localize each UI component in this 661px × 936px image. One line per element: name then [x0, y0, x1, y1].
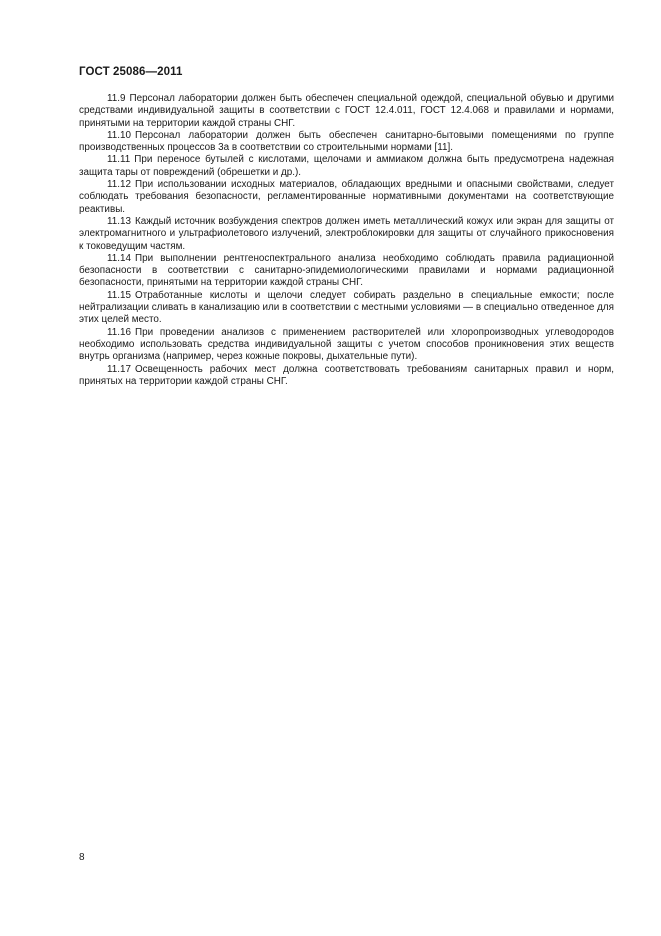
- paragraph-11-14: [79, 253, 614, 290]
- paragraph-number: 11.15: [107, 289, 131, 301]
- paragraph-number: 11.17: [107, 363, 131, 375]
- paragraph-number: 11.10: [107, 129, 131, 141]
- paragraph-11-15: [79, 290, 614, 327]
- paragraph-text: Персонал лаборатории должен быть обеспечен санитарно-бытовыми помещениями по группе производственных процессов 3а в соответствии со строительными нормами [11].: [79, 129, 614, 154]
- paragraph-11-17: [79, 364, 614, 389]
- paragraph-11-9: [79, 93, 614, 130]
- paragraph-number: 11.12: [107, 179, 131, 191]
- page-number: 8: [79, 852, 85, 863]
- paragraph-number: 11.16: [107, 326, 131, 338]
- document-body: [79, 93, 614, 388]
- paragraph-text: При использовании исходных материалов, обладающих вредными и опасными свойствами, следует соблюдать требования безопасности, регламентированные нормативными документами на соответствующие реактивы.: [79, 179, 614, 215]
- paragraph-text: При выполнении рентгеноспектрального анализа необходимо соблюдать правила радиационной безопасности в соответствии с санитарно-эпидемиологическими правилами и нормами радиационной безопасности, принятыми на территории каждой страны СНГ.: [79, 252, 614, 289]
- paragraph-text: При проведении анализов с применением растворителей или хлоропроизводных углеводородов необходимо использовать средства индивидуальной защиты с учетом способов проникновения этих веществ внутрь организма (например, через кожные покровы, дыхательные пути).: [79, 326, 614, 363]
- paragraph-number: 11.13: [107, 215, 131, 227]
- paragraph-text: При переносе бутылей с кислотами, щелочами и аммиаком должна быть предусмотрена надежная защита тары от повреждений (обрешетки и др.).: [79, 154, 614, 178]
- paragraph-text: Каждый источник возбуждения спектров должен иметь металлический кожух или экран для защиты от электромагнитного и ультрафиолетового излучений, электроблокировки для защиты от случайного прикосновения к токоведущим частям.: [79, 215, 614, 252]
- paragraph-number: 11.9: [107, 93, 126, 104]
- paragraph-11-11: [79, 154, 614, 179]
- paragraph-11-10: [79, 130, 614, 155]
- paragraph-number: 11.14: [107, 252, 131, 264]
- paragraph-number: 11.11: [107, 154, 131, 166]
- document-header: ГОСТ 25086—2011: [79, 66, 183, 78]
- paragraph-text: Освещенность рабочих мест должна соответствовать требованиям санитарных правил и норм, принятых на территории каждой страны СНГ.: [79, 363, 614, 387]
- paragraph-text: Отработанные кислоты и щелочи следует собирать раздельно в специальные емкости; после нейтрализации сливать в канализацию или в соответствии с местными условиями — в специально отведенное для этих целей место.: [79, 289, 614, 326]
- paragraph-text: Персонал лаборатории должен быть обеспечен специальной одеждой, специальной обувью и другими средствами индивидуальной защиты в соответствии с ГОСТ 12.4.011, ГОСТ 12.4.068 и правилами и нормами, принятыми на территории каждой страны СНГ.: [79, 93, 614, 129]
- paragraph-11-16: [79, 327, 614, 364]
- paragraph-11-12: [79, 179, 614, 216]
- paragraph-11-13: [79, 216, 614, 253]
